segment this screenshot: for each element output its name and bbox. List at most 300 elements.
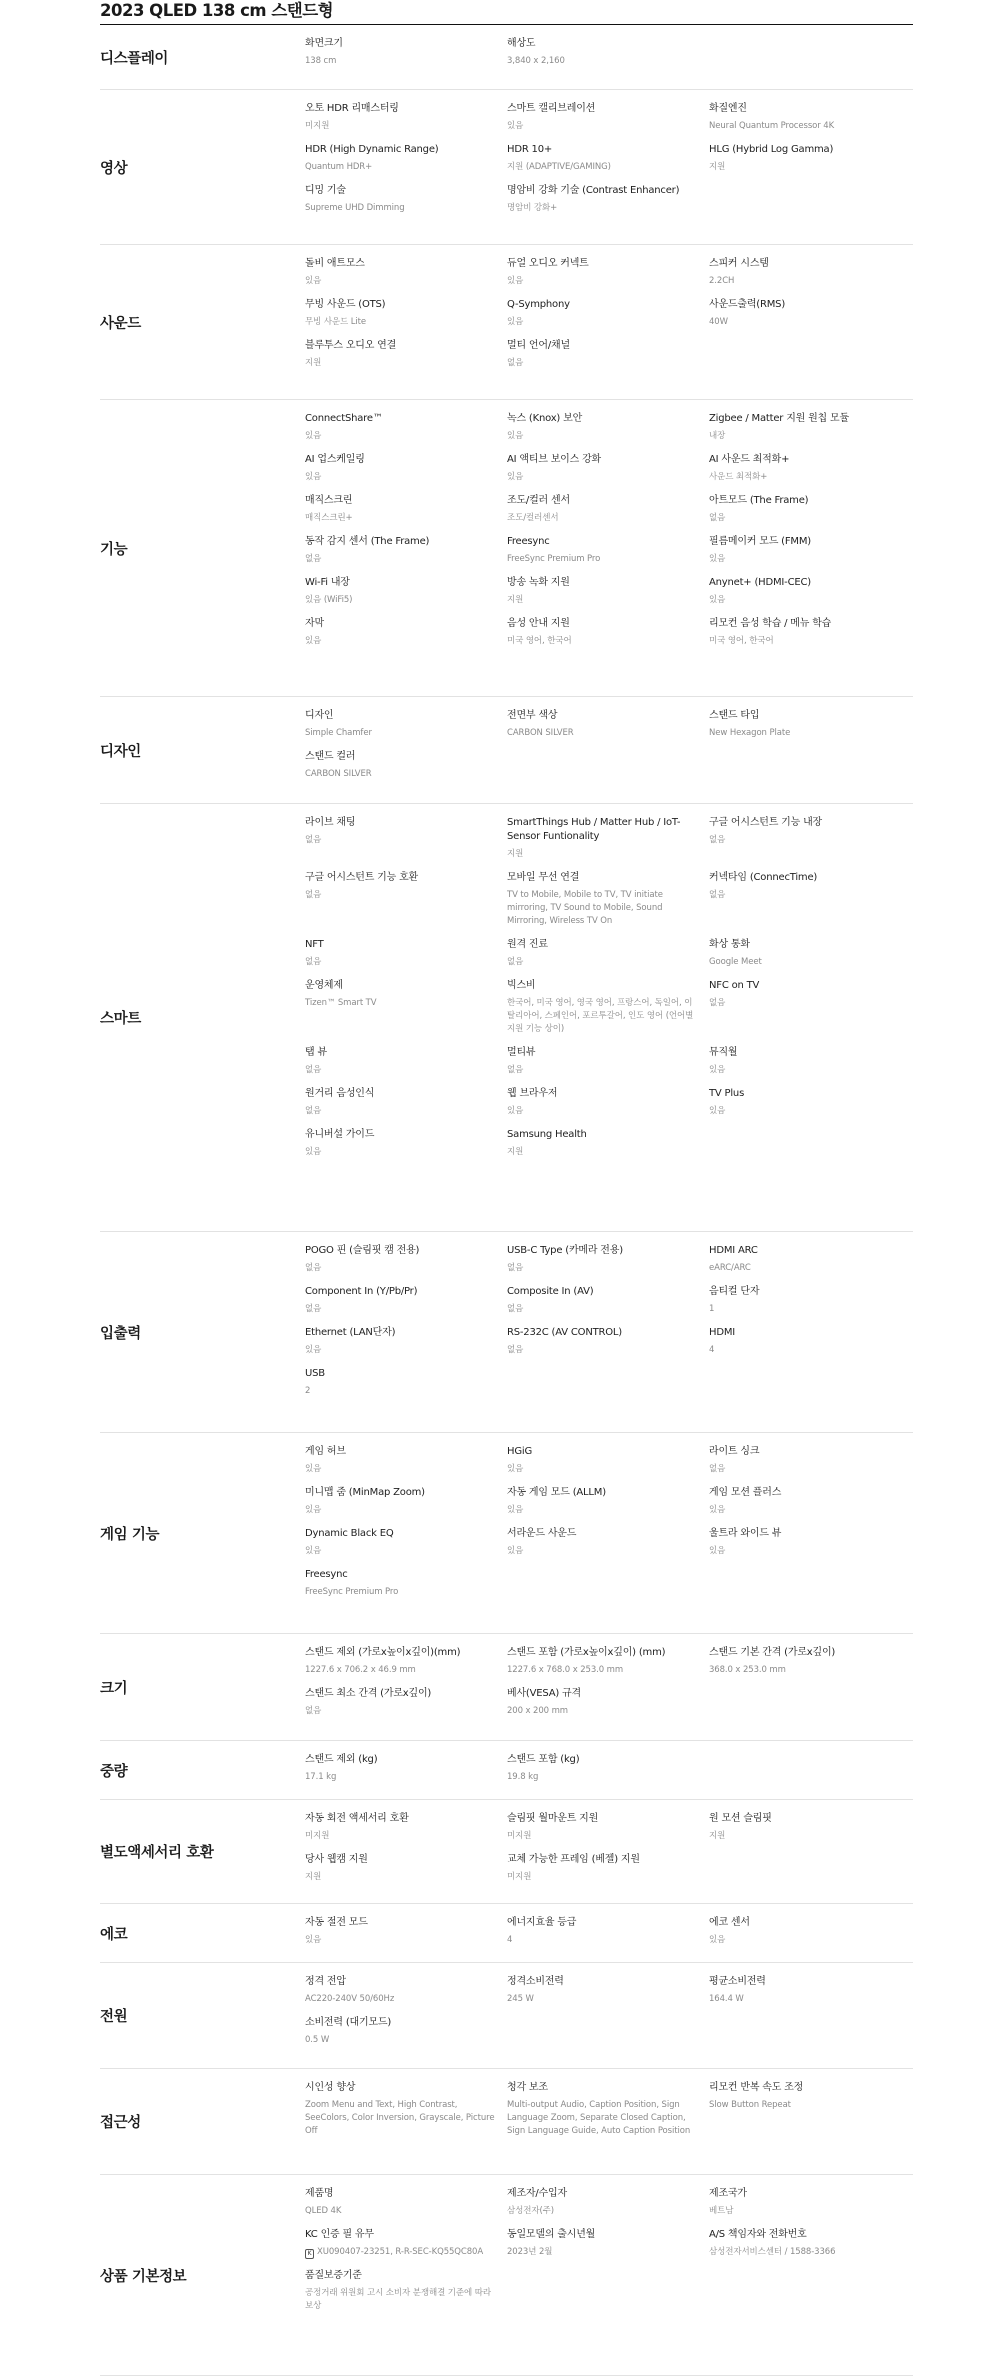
- spec-section-io: [100, 1232, 913, 1433]
- spec-item: [507, 1687, 709, 1728]
- spec-item: [507, 1046, 709, 1087]
- spec-label: 녹스 (Knox) 보안: [507, 413, 583, 424]
- spec-section-smart: [100, 804, 913, 1232]
- spec-item: [709, 1812, 913, 1853]
- spec-label: 제조자/수입자: [507, 2188, 567, 2199]
- spec-value: 있음: [507, 276, 524, 286]
- spec-value: 있음: [709, 1106, 726, 1116]
- spec-value: 지원: [709, 1831, 726, 1841]
- spec-grid: [305, 697, 913, 803]
- spec-grid: [305, 804, 913, 1231]
- spec-value: 있음: [507, 317, 524, 327]
- spec-label: 청각 보조: [507, 2082, 548, 2093]
- spec-label: 웹 브라우저: [507, 1088, 558, 1099]
- spec-item: [507, 576, 709, 617]
- spec-item: [305, 1046, 507, 1087]
- spec-label: 탭 뷰: [305, 1047, 327, 1058]
- spec-item: [507, 494, 709, 535]
- spec-item: [507, 298, 709, 339]
- spec-label: 게임 허브: [305, 1446, 346, 1457]
- spec-label: HDMI ARC: [709, 1245, 758, 1256]
- spec-value: 17.1 kg: [305, 1772, 337, 1782]
- spec-item: [709, 298, 913, 339]
- spec-label: 미니맵 줌 (MinMap Zoom): [305, 1487, 425, 1498]
- spec-label: 스탠드 포함 (kg): [507, 1754, 580, 1765]
- spec-item: [507, 1486, 709, 1527]
- spec-value: 미국 영어, 한국어: [507, 636, 572, 646]
- spec-label: 제품명: [305, 2188, 334, 2199]
- spec-item: [709, 412, 913, 453]
- spec-label: 멀티 언어/채널: [507, 340, 570, 351]
- spec-value: 있음: [507, 472, 524, 482]
- spec-label: A/S 책임자와 전화번호: [709, 2229, 807, 2240]
- spec-value: 지원: [507, 595, 524, 605]
- spec-item: [709, 1527, 913, 1568]
- spec-label: Zigbee / Matter 지원 원칩 모듈: [709, 413, 849, 424]
- spec-section-features: [100, 400, 913, 697]
- spec-label: SmartThings Hub / Matter Hub / IoT-Sensor Funtionality: [507, 817, 681, 842]
- spec-label: USB: [305, 1368, 325, 1379]
- spec-label: 리모컨 반복 속도 조정: [709, 2082, 804, 2093]
- spec-grid: [305, 400, 913, 696]
- spec-label: 베사(VESA) 규격: [507, 1688, 581, 1699]
- spec-value: 19.8 kg: [507, 1772, 539, 1782]
- spec-value: 없음: [709, 1464, 726, 1474]
- spec-label: Anynet+ (HDMI-CEC): [709, 577, 811, 588]
- spec-label: NFC on TV: [709, 980, 760, 991]
- spec-item: [709, 979, 913, 1046]
- spec-value: 없음: [305, 1106, 322, 1116]
- spec-item: [305, 1445, 507, 1486]
- spec-label: 당사 웹캠 지원: [305, 1854, 368, 1865]
- spec-item: [305, 412, 507, 453]
- spec-value: FreeSync Premium Pro: [305, 1587, 399, 1597]
- spec-section-size: [100, 1634, 913, 1741]
- spec-value: 삼성전자(주): [507, 2206, 554, 2216]
- spec-value: 없음: [709, 513, 726, 523]
- spec-label: 유니버설 가이드: [305, 1129, 375, 1140]
- spec-value: 있음: [709, 1546, 726, 1556]
- spec-item: [305, 2187, 507, 2228]
- spec-item: [305, 979, 507, 1046]
- spec-label: 슬림핏 월마운트 지원: [507, 1813, 599, 1824]
- spec-value: 245 W: [507, 1994, 534, 2004]
- spec-item: [507, 1087, 709, 1128]
- spec-item: [507, 184, 709, 225]
- spec-item: [507, 979, 709, 1046]
- spec-label: 원 모션 슬림핏: [709, 1813, 772, 1824]
- spec-value: 있음: [507, 1546, 524, 1556]
- section-title: 입출력: [100, 1325, 141, 1342]
- spec-item: [507, 257, 709, 298]
- spec-label: 모바일 무선 연결: [507, 872, 580, 883]
- spec-value: 미지원: [507, 1831, 532, 1841]
- section-title: 에코: [100, 1926, 128, 1943]
- spec-value: 미지원: [305, 1831, 330, 1841]
- spec-value: 2.2CH: [709, 276, 735, 286]
- spec-grid: [305, 1904, 913, 1962]
- spec-item: [507, 617, 709, 658]
- spec-label: 소비전력 (대기모드): [305, 2017, 392, 2028]
- spec-value: Simple Chamfer: [305, 728, 372, 738]
- spec-section-gaming: [100, 1433, 913, 1634]
- spec-value: 지원: [709, 162, 726, 172]
- spec-label: HDR (High Dynamic Range): [305, 144, 439, 155]
- spec-item: [507, 816, 709, 871]
- spec-item: [507, 2228, 709, 2269]
- spec-item: [305, 102, 507, 143]
- spec-label: 음성 안내 지원: [507, 618, 570, 629]
- spec-value: 삼성전자서비스센터 / 1588-3366: [709, 2247, 836, 2257]
- spec-value: eARC/ARC: [709, 1263, 751, 1273]
- spec-label: 조도/컬러 센서: [507, 495, 570, 506]
- spec-item: [709, 1486, 913, 1527]
- spec-value: 있음: [507, 1505, 524, 1515]
- spec-grid: [305, 1963, 913, 2068]
- spec-label: 사운드출력(RMS): [709, 299, 786, 310]
- spec-item: [507, 143, 709, 184]
- spec-value: 138 cm: [305, 56, 337, 66]
- spec-label: Composite In (AV): [507, 1286, 594, 1297]
- spec-value: 없음: [305, 1304, 322, 1314]
- spec-item: [507, 2187, 709, 2228]
- spec-label: 음티컬 단자: [709, 1286, 760, 1297]
- spec-item: [305, 2228, 507, 2269]
- spec-value: Supreme UHD Dimming: [305, 203, 405, 213]
- spec-value: 40W: [709, 317, 728, 327]
- spec-item: [507, 1812, 709, 1853]
- spec-grid: [305, 25, 913, 89]
- spec-label: 매직스크린: [305, 495, 353, 506]
- spec-label: 블루투스 오디오 연결: [305, 340, 397, 351]
- spec-grid: [305, 1232, 913, 1432]
- spec-label: HDR 10+: [507, 144, 553, 155]
- spec-value: 있음: [709, 595, 726, 605]
- spec-value: 베트남: [709, 2206, 734, 2216]
- spec-label: 자동 회전 액세서리 호환: [305, 1813, 409, 1824]
- spec-item: [709, 2187, 913, 2228]
- spec-label: 게임 모션 플러스: [709, 1487, 782, 1498]
- spec-value: FreeSync Premium Pro: [507, 554, 601, 564]
- spec-label: 스피커 시스템: [709, 258, 769, 269]
- spec-value: 있음: [305, 472, 322, 482]
- spec-grid: [305, 2069, 913, 2174]
- spec-value: Neural Quantum Processor 4K: [709, 121, 835, 131]
- spec-item: [305, 2081, 507, 2148]
- spec-value: 지원 (ADAPTIVE/GAMING): [507, 162, 611, 172]
- spec-grid: [305, 245, 913, 399]
- spec-value: 1227.6 x 706.2 x 46.9 mm: [305, 1665, 416, 1675]
- spec-item: [305, 1916, 507, 1957]
- spec-value: 사운드 최적화+: [709, 472, 768, 482]
- spec-label: TV Plus: [709, 1088, 745, 1099]
- spec-value: Google Meet: [709, 957, 762, 967]
- section-title: 사운드: [100, 315, 141, 332]
- spec-label: Dynamic Black EQ: [305, 1528, 394, 1539]
- spec-value: 지원: [305, 358, 322, 368]
- spec-value: 없음: [305, 835, 322, 845]
- spec-value: 없음: [305, 1706, 322, 1716]
- spec-value: CARBON SILVER: [305, 769, 372, 779]
- spec-section-power: [100, 1963, 913, 2069]
- spec-label: HGiG: [507, 1446, 532, 1457]
- spec-section-design: [100, 697, 913, 804]
- spec-label: 제조국가: [709, 2188, 747, 2199]
- spec-value: [305, 2246, 497, 2259]
- spec-item: [305, 1486, 507, 1527]
- spec-section-product_info: [100, 2175, 913, 2376]
- spec-value: 매직스크린+: [305, 513, 353, 523]
- spec-label: 교체 가능한 프레임 (베젤) 지원: [507, 1854, 640, 1865]
- spec-label: 자동 게임 모드 (ALLM): [507, 1487, 606, 1498]
- spec-item: [507, 339, 709, 380]
- spec-value: 없음: [709, 998, 726, 1008]
- spec-item: [507, 1527, 709, 1568]
- spec-value: 없음: [507, 1065, 524, 1075]
- spec-item: [507, 412, 709, 453]
- spec-item: [305, 1128, 507, 1169]
- spec-value: 있음: [709, 554, 726, 564]
- spec-item: [709, 617, 913, 658]
- spec-label: 무빙 사운드 (OTS): [305, 299, 386, 310]
- spec-item: [305, 37, 507, 78]
- spec-value: 4: [709, 1345, 715, 1355]
- spec-value: 한국어, 미국 영어, 영국 영어, 프랑스어, 독일어, 이탈리아어, 스페인어, 포르투갈어, 인도 영어 (언어별 지원 기능 상이): [507, 998, 694, 1034]
- spec-value: 있음: [305, 636, 322, 646]
- spec-item: [305, 871, 507, 938]
- spec-label: 구글 어시스턴트 기능 내장: [709, 817, 822, 828]
- spec-item: [305, 1568, 507, 1609]
- spec-value: 2: [305, 1386, 311, 1396]
- spec-value: 없음: [305, 1263, 322, 1273]
- spec-value: 없음: [305, 957, 322, 967]
- spec-item: [507, 1128, 709, 1169]
- spec-item: [507, 1285, 709, 1326]
- spec-item: [305, 709, 507, 750]
- spec-value: 있음: [305, 1464, 322, 1474]
- spec-label: 동일모델의 출시년월: [507, 2229, 596, 2240]
- spec-value: 0.5 W: [305, 2035, 330, 2045]
- spec-section-accessory: [100, 1800, 913, 1904]
- spec-item: [709, 871, 913, 938]
- spec-label: 스탠드 기본 간격 (가로x깊이): [709, 1647, 836, 1658]
- spec-item: [507, 453, 709, 494]
- spec-value: 1: [709, 1304, 715, 1314]
- spec-grid: [305, 2175, 913, 2375]
- spec-value: 있음: [305, 1345, 322, 1355]
- spec-label: 스탠드 최소 간격 (가로x깊이): [305, 1688, 432, 1699]
- spec-value: 지원: [507, 1147, 524, 1157]
- spec-item: [305, 750, 507, 791]
- spec-value: 없음: [507, 1345, 524, 1355]
- spec-label: 시인성 향상: [305, 2082, 356, 2093]
- spec-label: USB-C Type (카메라 전용): [507, 1245, 623, 1256]
- spec-value: 없음: [507, 1263, 524, 1273]
- spec-value: TV to Mobile, Mobile to TV, TV initiate mirroring, TV Sound to Mobile, Sound Mirroring, Wireless TV On: [507, 890, 663, 926]
- spec-label: 오토 HDR 리매스터링: [305, 103, 399, 114]
- spec-value: 있음: [507, 431, 524, 441]
- spec-item: [507, 1753, 709, 1794]
- spec-label: HDMI: [709, 1327, 735, 1338]
- spec-label: 에너지효율 등급: [507, 1917, 577, 1928]
- spec-value: 없음: [507, 957, 524, 967]
- spec-label: 빅스비: [507, 980, 536, 991]
- spec-value: 없음: [507, 1304, 524, 1314]
- spec-value: 있음 (WiFi5): [305, 595, 353, 605]
- spec-value: QLED 4K: [305, 2206, 342, 2216]
- spec-value: 무빙 사운드 Lite: [305, 317, 367, 327]
- spec-label: 뮤직월: [709, 1047, 738, 1058]
- spec-item: [305, 339, 507, 380]
- spec-value: 있음: [507, 121, 524, 131]
- spec-item: [305, 1527, 507, 1568]
- spec-item: [305, 1812, 507, 1853]
- spec-item: [709, 1445, 913, 1486]
- spec-item: [507, 37, 709, 78]
- spec-label: Wi-Fi 내장: [305, 577, 350, 588]
- spec-label: 커넥타임 (ConnecTime): [709, 872, 818, 883]
- spec-label: 운영체제: [305, 980, 343, 991]
- spec-label: Freesync: [507, 536, 550, 547]
- spec-label: 돌비 애트모스: [305, 258, 365, 269]
- spec-value: Multi-output Audio, Caption Position, Sign Language Zoom, Separate Closed Caption, Sign Language Guide, Auto Caption Position: [507, 2100, 691, 2136]
- spec-item: [709, 494, 913, 535]
- spec-item: [507, 709, 709, 750]
- spec-item: [507, 102, 709, 143]
- section-title: 영상: [100, 160, 128, 177]
- spec-label: 디밍 기술: [305, 185, 346, 196]
- spec-value: Quantum HDR+: [305, 162, 373, 172]
- spec-item: [305, 1646, 507, 1687]
- spec-item: [507, 871, 709, 938]
- spec-item: [305, 298, 507, 339]
- spec-grid: [305, 1634, 913, 1740]
- spec-section-sound: [100, 245, 913, 400]
- spec-value: 내장: [709, 431, 726, 441]
- spec-item: [305, 1753, 507, 1794]
- spec-item: [709, 535, 913, 576]
- spec-item: [709, 576, 913, 617]
- spec-value: 있음: [709, 1065, 726, 1075]
- spec-item: [305, 1326, 507, 1367]
- spec-value: 있음: [507, 1464, 524, 1474]
- spec-grid: [305, 90, 913, 244]
- spec-value: Zoom Menu and Text, High Contrast, SeeColors, Color Inversion, Grayscale, Picture Off: [305, 2100, 495, 2136]
- spec-value: 조도/컬러센서: [507, 513, 559, 523]
- spec-item: [305, 938, 507, 979]
- spec-grid: [305, 1800, 913, 1903]
- spec-label: 화질엔진: [709, 103, 747, 114]
- spec-label: NFT: [305, 939, 324, 950]
- spec-item: [305, 143, 507, 184]
- section-title: 전원: [100, 2009, 128, 2025]
- spec-item: [305, 576, 507, 617]
- spec-label: 방송 녹화 지원: [507, 577, 570, 588]
- spec-item: [709, 816, 913, 871]
- spec-item: [507, 1646, 709, 1687]
- spec-label: RS-232C (AV CONTROL): [507, 1327, 623, 1338]
- section-title: 크기: [100, 1680, 128, 1697]
- kc-certification-icon: K: [305, 2249, 314, 2259]
- spec-value: 없음: [709, 835, 726, 845]
- spec-item: [305, 1853, 507, 1894]
- spec-label: AI 업스케일링: [305, 454, 365, 465]
- spec-item: [709, 1285, 913, 1326]
- spec-section-weight: [100, 1741, 913, 1800]
- spec-label: 듀얼 오디오 커넥트: [507, 258, 589, 269]
- spec-label: 정격 전압: [305, 1976, 346, 1987]
- spec-item: [709, 1916, 913, 1957]
- spec-value: 없음: [507, 358, 524, 368]
- spec-label: 원격 진료: [507, 939, 548, 950]
- spec-grid: [305, 1433, 913, 1633]
- spec-label: 해상도: [507, 38, 536, 49]
- spec-value: New Hexagon Plate: [709, 728, 791, 738]
- spec-label: 멀티뷰: [507, 1047, 536, 1058]
- spec-value: 없음: [305, 554, 322, 564]
- spec-label: 스마트 캘리브레이션: [507, 103, 596, 114]
- spec-value: 있음: [305, 431, 322, 441]
- spec-label: 자막: [305, 618, 324, 629]
- spec-label: POGO 핀 (슬림핏 캠 전용): [305, 1245, 420, 1256]
- spec-label: 디자인: [305, 710, 334, 721]
- spec-label: 서라운드 사운드: [507, 1528, 577, 1539]
- spec-value: 미지원: [507, 1872, 532, 1882]
- spec-value: 있음: [709, 1935, 726, 1945]
- section-title: 상품 기본정보: [100, 2268, 187, 2285]
- spec-item: [305, 453, 507, 494]
- spec-value: Slow Button Repeat: [709, 2100, 791, 2110]
- spec-label: Component In (Y/Pb/Pr): [305, 1286, 418, 1297]
- spec-label: Ethernet (LAN단자): [305, 1327, 396, 1338]
- spec-label: 평균소비전력: [709, 1976, 766, 1987]
- spec-value: 지원: [305, 1872, 322, 1882]
- spec-value: 368.0 x 253.0 mm: [709, 1665, 786, 1675]
- spec-value: 있음: [709, 1505, 726, 1515]
- spec-item: [305, 1244, 507, 1285]
- spec-label: ConnectShare™: [305, 413, 383, 424]
- spec-value: AC220-240V 50/60Hz: [305, 1994, 395, 2004]
- spec-value: 공정거래 위원회 고시 소비자 분쟁해결 기준에 따라 보상: [305, 2288, 491, 2311]
- spec-label: 화면크기: [305, 38, 343, 49]
- spec-item: [709, 1326, 913, 1367]
- spec-item: [709, 1244, 913, 1285]
- spec-item: [709, 102, 913, 143]
- spec-section-eco: [100, 1904, 913, 1963]
- spec-item: [709, 709, 913, 750]
- spec-item: [305, 257, 507, 298]
- spec-item: [507, 1445, 709, 1486]
- spec-label: 명암비 강화 기술 (Contrast Enhancer): [507, 185, 680, 196]
- spec-value: 1227.6 x 768.0 x 253.0 mm: [507, 1665, 624, 1675]
- spec-value: 없음: [305, 890, 322, 900]
- spec-item: [305, 1687, 507, 1728]
- spec-label: 스탠드 제외 (가로x높이x깊이)(mm): [305, 1647, 461, 1658]
- spec-grid: [305, 1741, 913, 1799]
- spec-label: 필름메이커 모드 (FMM): [709, 536, 811, 547]
- spec-value: 있음: [507, 1106, 524, 1116]
- page-title: 2023 QLED 138 cm 스탠드형: [100, 0, 913, 25]
- spec-value-text: XU090407-23251, R-R-SEC-KQ55QC80A: [317, 2247, 484, 2257]
- spec-item: [709, 257, 913, 298]
- spec-label: HLG (Hybrid Log Gamma): [709, 144, 834, 155]
- spec-value: 있음: [305, 1147, 322, 1157]
- spec-item: [305, 617, 507, 658]
- spec-item: [305, 535, 507, 576]
- spec-value: 3,840 x 2,160: [507, 56, 565, 66]
- spec-item: [507, 1244, 709, 1285]
- spec-item: [709, 1046, 913, 1087]
